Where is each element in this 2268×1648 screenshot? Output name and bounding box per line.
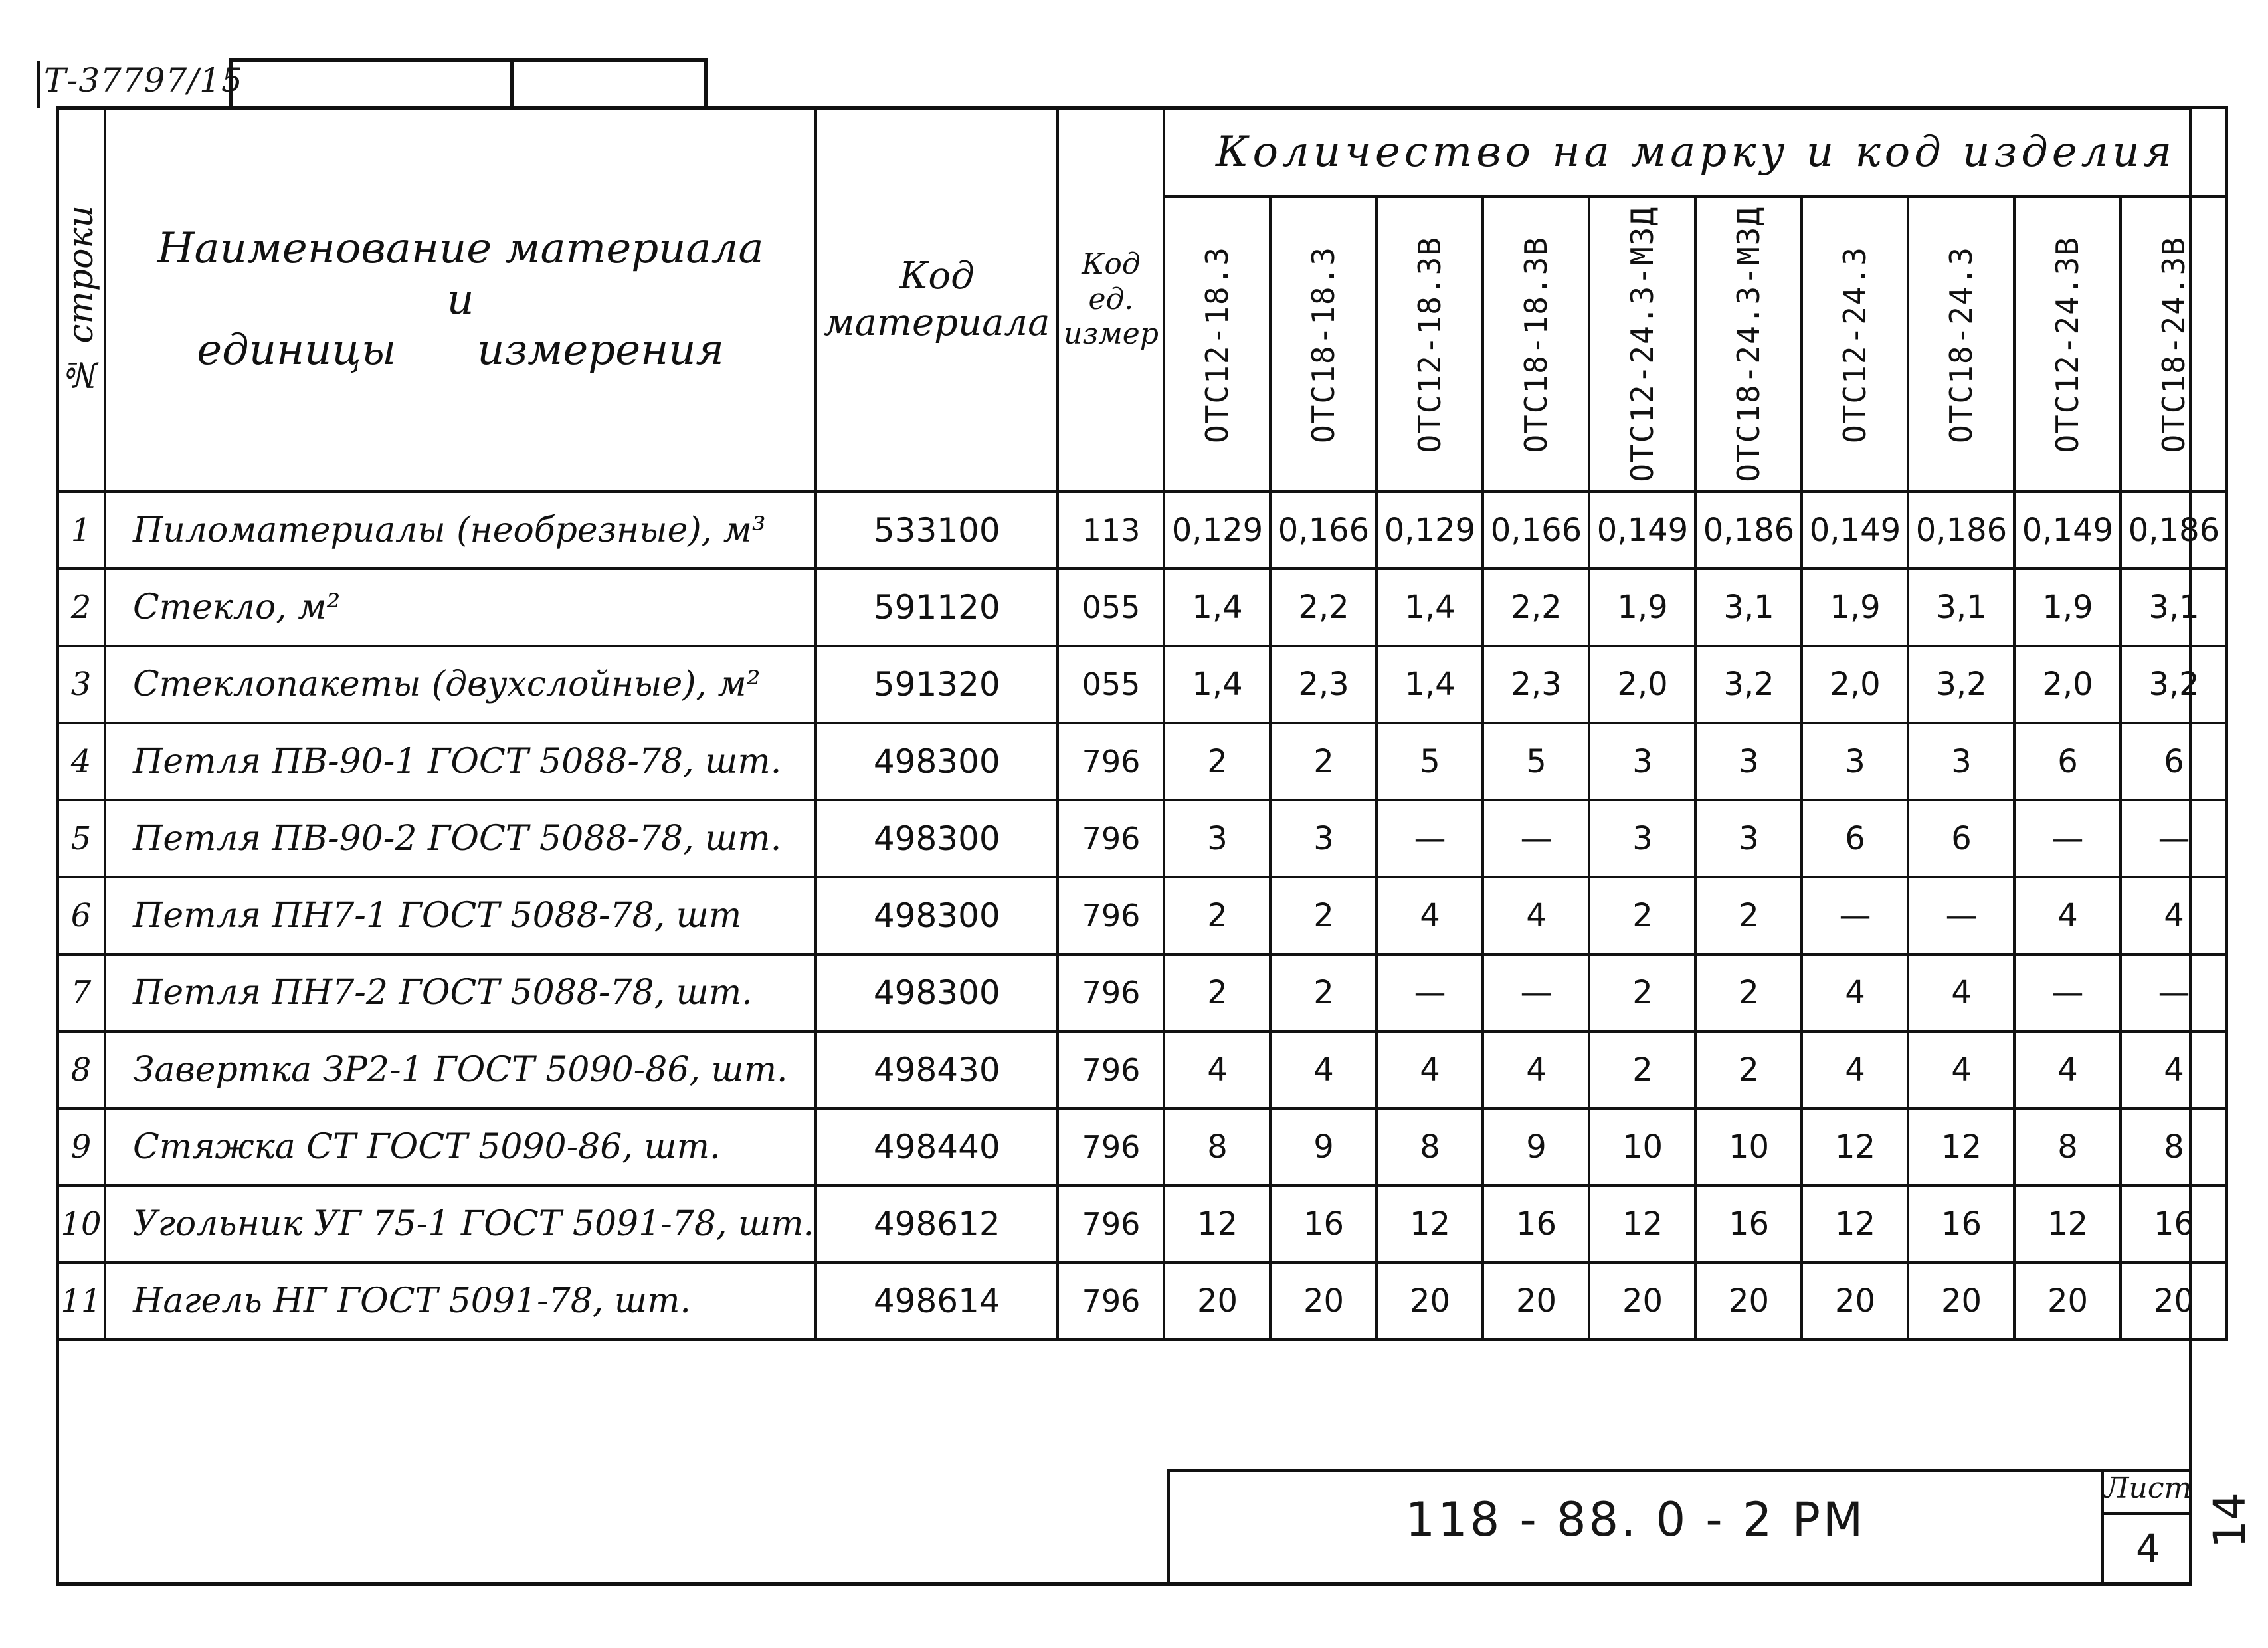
material-code-cell: 498614 (816, 1263, 1058, 1340)
row-number-cell: 4 (57, 723, 105, 800)
quantity-cell: 0,186 (1695, 492, 1802, 569)
product-column-header: ОТС18-24.3 (1908, 197, 2014, 492)
material-code-cell: 498440 (816, 1108, 1058, 1185)
sheet-label: Лист (2104, 1471, 2192, 1505)
quantity-cell: 20 (2121, 1263, 2227, 1340)
quantity-cell: 20 (2014, 1263, 2121, 1340)
sheet-number: 4 (2136, 1526, 2160, 1571)
quantity-cell: 12 (1376, 1185, 1483, 1263)
quantity-cell: — (2121, 954, 2227, 1031)
quantity-cell: 2,3 (1270, 646, 1376, 723)
quantity-cell: 16 (2121, 1185, 2227, 1263)
quantity-cell: 0,149 (1589, 492, 1695, 569)
quantity-cell: 2 (1164, 954, 1270, 1031)
quantity-cell: 6 (2121, 723, 2227, 800)
quantity-cell: 16 (1908, 1185, 2014, 1263)
unit-code-cell: 796 (1058, 723, 1164, 800)
unit-code-cell: 055 (1058, 569, 1164, 646)
row-number-cell: 11 (57, 1263, 105, 1340)
material-name-cell: Стяжка СТ ГОСТ 5090-86, шт. (105, 1108, 816, 1185)
header-material-code: Код материала (816, 108, 1058, 492)
unit-code-cell: 055 (1058, 646, 1164, 723)
quantity-cell: — (1908, 877, 2014, 954)
header-name-line1: Наименование материала (157, 223, 764, 273)
quantity-cell: 12 (2014, 1185, 2121, 1263)
quantity-cell: 10 (1695, 1108, 1802, 1185)
quantity-cell: 8 (2121, 1108, 2227, 1185)
quantity-cell: 2 (1589, 954, 1695, 1031)
quantity-cell: 3 (1695, 800, 1802, 877)
quantity-cell: — (1483, 954, 1589, 1031)
table-row (57, 877, 2227, 954)
material-code-cell: 498300 (816, 877, 1058, 954)
quantity-cell: 0,186 (2121, 492, 2227, 569)
unit-code-cell: 796 (1058, 800, 1164, 877)
quantity-cell: 12 (1589, 1185, 1695, 1263)
quantity-cell: 3 (1695, 723, 1802, 800)
quantity-cell: 12 (1164, 1185, 1270, 1263)
row-number-cell: 2 (57, 569, 105, 646)
doc-code-bracket (37, 61, 40, 108)
table-row (57, 1031, 2227, 1108)
quantity-cell: 4 (1270, 1031, 1376, 1108)
quantity-cell: 3,1 (1695, 569, 1802, 646)
quantity-cell: 1,9 (2014, 569, 2121, 646)
unit-code-cell: 796 (1058, 1031, 1164, 1108)
quantity-cell: 2 (1695, 877, 1802, 954)
materials-table-body (57, 492, 2227, 1340)
material-code-cell: 498300 (816, 800, 1058, 877)
quantity-cell: 9 (1483, 1108, 1589, 1185)
quantity-cell: 2,0 (1802, 646, 1908, 723)
product-column-header: ОТС12-18.3 (1164, 197, 1270, 492)
quantity-cell: 12 (1802, 1185, 1908, 1263)
quantity-cell: 3 (1908, 723, 2014, 800)
table-row (57, 954, 2227, 1031)
quantity-cell: 2 (1695, 1031, 1802, 1108)
header-name-line3: единицы измерения (197, 326, 724, 375)
quantity-cell: 2 (1695, 954, 1802, 1031)
document-number: 118 - 88. 0 - 2 РМ (1405, 1493, 1866, 1547)
header-name-line2: и (446, 274, 474, 324)
quantity-cell: 2 (1164, 723, 1270, 800)
quantity-cell: 2,3 (1483, 646, 1589, 723)
row-number-cell: 5 (57, 800, 105, 877)
quantity-cell: 8 (1164, 1108, 1270, 1185)
quantity-cell: 2,0 (1589, 646, 1695, 723)
quantity-cell: 2 (1164, 877, 1270, 954)
quantity-cell: 1,4 (1164, 646, 1270, 723)
material-code-cell: 498300 (816, 723, 1058, 800)
sheet-separator (2101, 1512, 2192, 1515)
quantity-cell: 3,2 (1695, 646, 1802, 723)
quantity-cell: — (2014, 954, 2121, 1031)
quantity-cell: 6 (1802, 800, 1908, 877)
quantity-cell: 0,166 (1270, 492, 1376, 569)
material-name-cell: Пиломатериалы (необрезные), м³ (105, 492, 816, 569)
quantity-cell: 4 (2014, 1031, 2121, 1108)
quantity-cell: 3 (1589, 800, 1695, 877)
quantity-cell: — (1376, 800, 1483, 877)
quantity-cell: 2,0 (2014, 646, 2121, 723)
quantity-cell: 16 (1483, 1185, 1589, 1263)
table-row (57, 646, 2227, 723)
table-row (57, 1185, 2227, 1263)
material-name-cell: Петля ПН7-1 ГОСТ 5088-78, шт (105, 877, 816, 954)
material-name-cell: Петля ПН7-2 ГОСТ 5088-78, шт. (105, 954, 816, 1031)
quantity-cell: 0,129 (1376, 492, 1483, 569)
quantity-cell: 3 (1802, 723, 1908, 800)
quantity-cell: 2 (1270, 877, 1376, 954)
material-name-cell: Стекло, м² (105, 569, 816, 646)
quantity-cell: 2,2 (1270, 569, 1376, 646)
quantity-cell: 4 (1802, 1031, 1908, 1108)
quantity-cell: 5 (1483, 723, 1589, 800)
quantity-cell: 4 (1483, 877, 1589, 954)
quantity-cell: 3,2 (2121, 646, 2227, 723)
page-stamp: 14 (2204, 1493, 2255, 1548)
quantity-cell: 3,1 (1908, 569, 2014, 646)
unit-code-cell: 113 (1058, 492, 1164, 569)
material-name-cell: Нагель НГ ГОСТ 5091-78, шт. (105, 1263, 816, 1340)
unit-code-cell: 796 (1058, 1185, 1164, 1263)
row-number-cell: 7 (57, 954, 105, 1031)
header-row-top (57, 108, 2227, 197)
row-number-cell: 10 (57, 1185, 105, 1263)
product-column-header: ОТС12-24.3-МЗД (1589, 197, 1695, 492)
document-code: Т-37797/15 (44, 61, 243, 100)
quantity-cell: 20 (1802, 1263, 1908, 1340)
quantity-cell: 20 (1270, 1263, 1376, 1340)
table-row (57, 1263, 2227, 1340)
header-unit-code: Код ед. измер (1058, 108, 1164, 492)
unit-code-cell: 796 (1058, 877, 1164, 954)
row-number-cell: 3 (57, 646, 105, 723)
row-number-cell: 1 (57, 492, 105, 569)
quantity-cell: 20 (1164, 1263, 1270, 1340)
product-column-header: ОТС12-18.3В (1376, 197, 1483, 492)
row-number-cell: 6 (57, 877, 105, 954)
table-row (57, 723, 2227, 800)
material-name-cell: Завертка ЗР2-1 ГОСТ 5090-86, шт. (105, 1031, 816, 1108)
quantity-cell: 20 (1589, 1263, 1695, 1340)
quantity-cell: 2 (1589, 877, 1695, 954)
quantity-cell: — (2014, 800, 2121, 877)
quantity-cell: 20 (1376, 1263, 1483, 1340)
quantity-cell: 0,149 (2014, 492, 2121, 569)
quantity-cell: 3,1 (2121, 569, 2227, 646)
table-row (57, 800, 2227, 877)
product-column-header: ОТС18-24.3-МЗД (1695, 197, 1802, 492)
quantity-cell: 2 (1589, 1031, 1695, 1108)
quantity-cell: 8 (2014, 1108, 2121, 1185)
quantity-cell: 2,2 (1483, 569, 1589, 646)
material-name-cell: Петля ПВ-90-2 ГОСТ 5088-78, шт. (105, 800, 816, 877)
quantity-cell: — (1376, 954, 1483, 1031)
corner-stamp-divider (510, 58, 514, 108)
quantity-cell: 3,2 (1908, 646, 2014, 723)
product-column-header: ОТС18-24.3В (2121, 197, 2227, 492)
quantity-cell: 2 (1270, 723, 1376, 800)
quantity-cell: 20 (1483, 1263, 1589, 1340)
unit-code-cell: 796 (1058, 1108, 1164, 1185)
quantity-cell: 20 (1908, 1263, 2014, 1340)
quantity-cell: 9 (1270, 1108, 1376, 1185)
quantity-cell: 10 (1589, 1108, 1695, 1185)
quantity-cell: 0,129 (1164, 492, 1270, 569)
unit-code-cell: 796 (1058, 1263, 1164, 1340)
table-row (57, 569, 2227, 646)
product-column-header: ОТС18-18.3В (1483, 197, 1589, 492)
quantity-cell: 4 (1164, 1031, 1270, 1108)
product-column-header: ОТС12-24.3В (2014, 197, 2121, 492)
quantity-cell: 6 (1908, 800, 2014, 877)
quantity-cell: 4 (1376, 1031, 1483, 1108)
quantity-cell: 2 (1270, 954, 1376, 1031)
quantity-cell: 12 (1908, 1108, 2014, 1185)
quantity-cell: 3 (1164, 800, 1270, 877)
quantity-cell: 4 (1908, 1031, 2014, 1108)
quantity-cell: 6 (2014, 723, 2121, 800)
material-name-cell: Угольник УГ 75-1 ГОСТ 5091-78, шт. (105, 1185, 816, 1263)
row-number-cell: 9 (57, 1108, 105, 1185)
material-code-cell: 533100 (816, 492, 1058, 569)
quantity-cell: 3 (1270, 800, 1376, 877)
quantity-cell: — (2121, 800, 2227, 877)
quantity-cell: 0,186 (1908, 492, 2014, 569)
unit-code-cell: 796 (1058, 954, 1164, 1031)
quantity-cell: 0,166 (1483, 492, 1589, 569)
header-material-name (105, 108, 816, 492)
material-code-cell: 591120 (816, 569, 1058, 646)
quantity-cell: 4 (2121, 877, 2227, 954)
quantity-cell: 1,9 (1802, 569, 1908, 646)
quantity-cell: 4 (1802, 954, 1908, 1031)
materials-table (56, 106, 2228, 1341)
quantity-cell: 20 (1695, 1263, 1802, 1340)
quantity-cell: 4 (2121, 1031, 2227, 1108)
quantity-cell: 5 (1376, 723, 1483, 800)
quantity-cell: 0,149 (1802, 492, 1908, 569)
row-number-cell: 8 (57, 1031, 105, 1108)
quantity-cell: 1,4 (1376, 646, 1483, 723)
quantity-cell: — (1483, 800, 1589, 877)
quantity-cell: — (1802, 877, 1908, 954)
quantity-cell: 4 (1376, 877, 1483, 954)
quantity-cell: 8 (1376, 1108, 1483, 1185)
product-column-header: ОТС18-18.3 (1270, 197, 1376, 492)
table-row (57, 1108, 2227, 1185)
quantity-cell: 16 (1695, 1185, 1802, 1263)
material-code-cell: 498430 (816, 1031, 1058, 1108)
material-name-cell: Петля ПВ-90-1 ГОСТ 5088-78, шт. (105, 723, 816, 800)
header-quantity-group: Количество на марку и код изделия (1164, 108, 2227, 197)
quantity-cell: 4 (1483, 1031, 1589, 1108)
header-row-number: № строки (57, 108, 105, 492)
product-column-header: ОТС12-24.3 (1802, 197, 1908, 492)
quantity-cell: 4 (2014, 877, 2121, 954)
quantity-cell: 1,4 (1376, 569, 1483, 646)
material-name-cell: Стеклопакеты (двухслойные), м² (105, 646, 816, 723)
material-code-cell: 498612 (816, 1185, 1058, 1263)
quantity-cell: 3 (1589, 723, 1695, 800)
quantity-cell: 16 (1270, 1185, 1376, 1263)
quantity-cell: 1,9 (1589, 569, 1695, 646)
quantity-cell: 1,4 (1164, 569, 1270, 646)
table-row (57, 492, 2227, 569)
quantity-cell: 12 (1802, 1108, 1908, 1185)
material-code-cell: 591320 (816, 646, 1058, 723)
quantity-cell: 4 (1908, 954, 2014, 1031)
material-code-cell: 498300 (816, 954, 1058, 1031)
corner-stamp-box (229, 58, 708, 108)
